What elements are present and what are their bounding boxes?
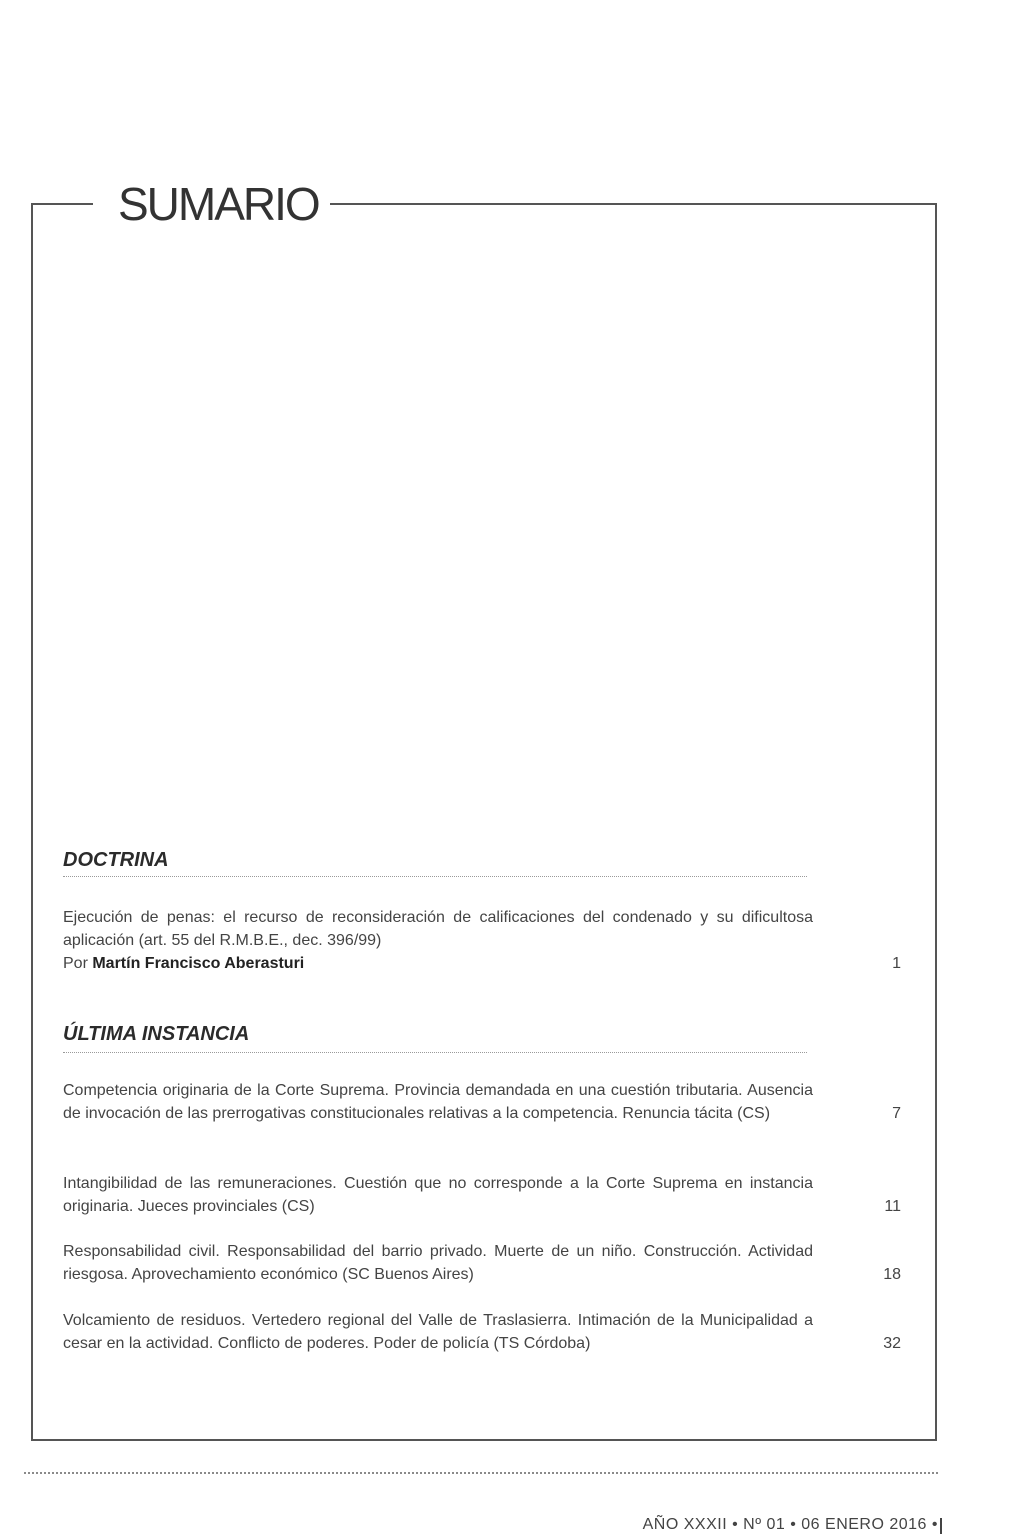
frame-top-right-rule bbox=[330, 203, 937, 205]
toc-entry-title: Volcamiento de residuos. Vertedero regional del Valle de Traslasierra. Intimación de la Municipalidad a cesar en la actividad. Conflicto de poderes. Poder de policía (TS Córdoba) bbox=[63, 1312, 813, 1352]
toc-entry[interactable] bbox=[63, 906, 913, 975]
section-heading-ultima-instancia: ÚLTIMA INSTANCIA bbox=[63, 1023, 250, 1045]
toc-entry[interactable] bbox=[63, 1240, 913, 1286]
frame-top-left-rule bbox=[31, 203, 93, 205]
section-divider bbox=[63, 876, 807, 877]
toc-entry-author bbox=[63, 952, 913, 975]
toc-entry-page: 7 bbox=[892, 1105, 901, 1122]
toc-entry-page: 11 bbox=[884, 1198, 901, 1215]
section-heading-doctrina: DOCTRINA bbox=[63, 849, 169, 871]
footer-divider bbox=[24, 1472, 938, 1474]
toc-entry-page: 32 bbox=[883, 1335, 901, 1352]
toc-entry-page: 1 bbox=[892, 955, 901, 972]
footer-bar bbox=[940, 1518, 942, 1534]
toc-entry-title: Responsabilidad civil. Responsabilidad del barrio privado. Muerte de un niño. Construcción. Actividad riesgosa. Aprovechamiento económico (SC Buenos Aires) bbox=[63, 1243, 813, 1283]
toc-entry-page: 18 bbox=[883, 1266, 901, 1283]
section-divider bbox=[63, 1052, 807, 1053]
issue-footer: AÑO XXXII • Nº 01 • 06 ENERO 2016 • bbox=[642, 1516, 938, 1533]
toc-entry-title: Intangibilidad de las remuneraciones. Cuestión que no corresponde a la Corte Suprema en instancia originaria. Jueces provinciales (CS) bbox=[63, 1175, 813, 1215]
toc-entry-title: Competencia originaria de la Corte Suprema. Provincia demandada en una cuestión tributaria. Ausencia de invocación de las prerrogativas constitucionales relativas a la competencia. Renuncia tácita (CS) bbox=[63, 1082, 813, 1122]
toc-entry[interactable] bbox=[63, 1309, 913, 1355]
author-name: Martín Francisco Aberasturi bbox=[92, 955, 305, 972]
toc-entry-title: Ejecución de penas: el recurso de reconsideración de calificaciones del condenado y su dificultosa aplicación (art. 55 del R.M.B.E., dec. 396/99) bbox=[63, 909, 813, 949]
toc-entry[interactable] bbox=[63, 1172, 913, 1218]
author-prefix: Por bbox=[63, 955, 93, 972]
toc-entry[interactable] bbox=[63, 1079, 913, 1125]
page-title: SUMARIO bbox=[118, 178, 319, 230]
